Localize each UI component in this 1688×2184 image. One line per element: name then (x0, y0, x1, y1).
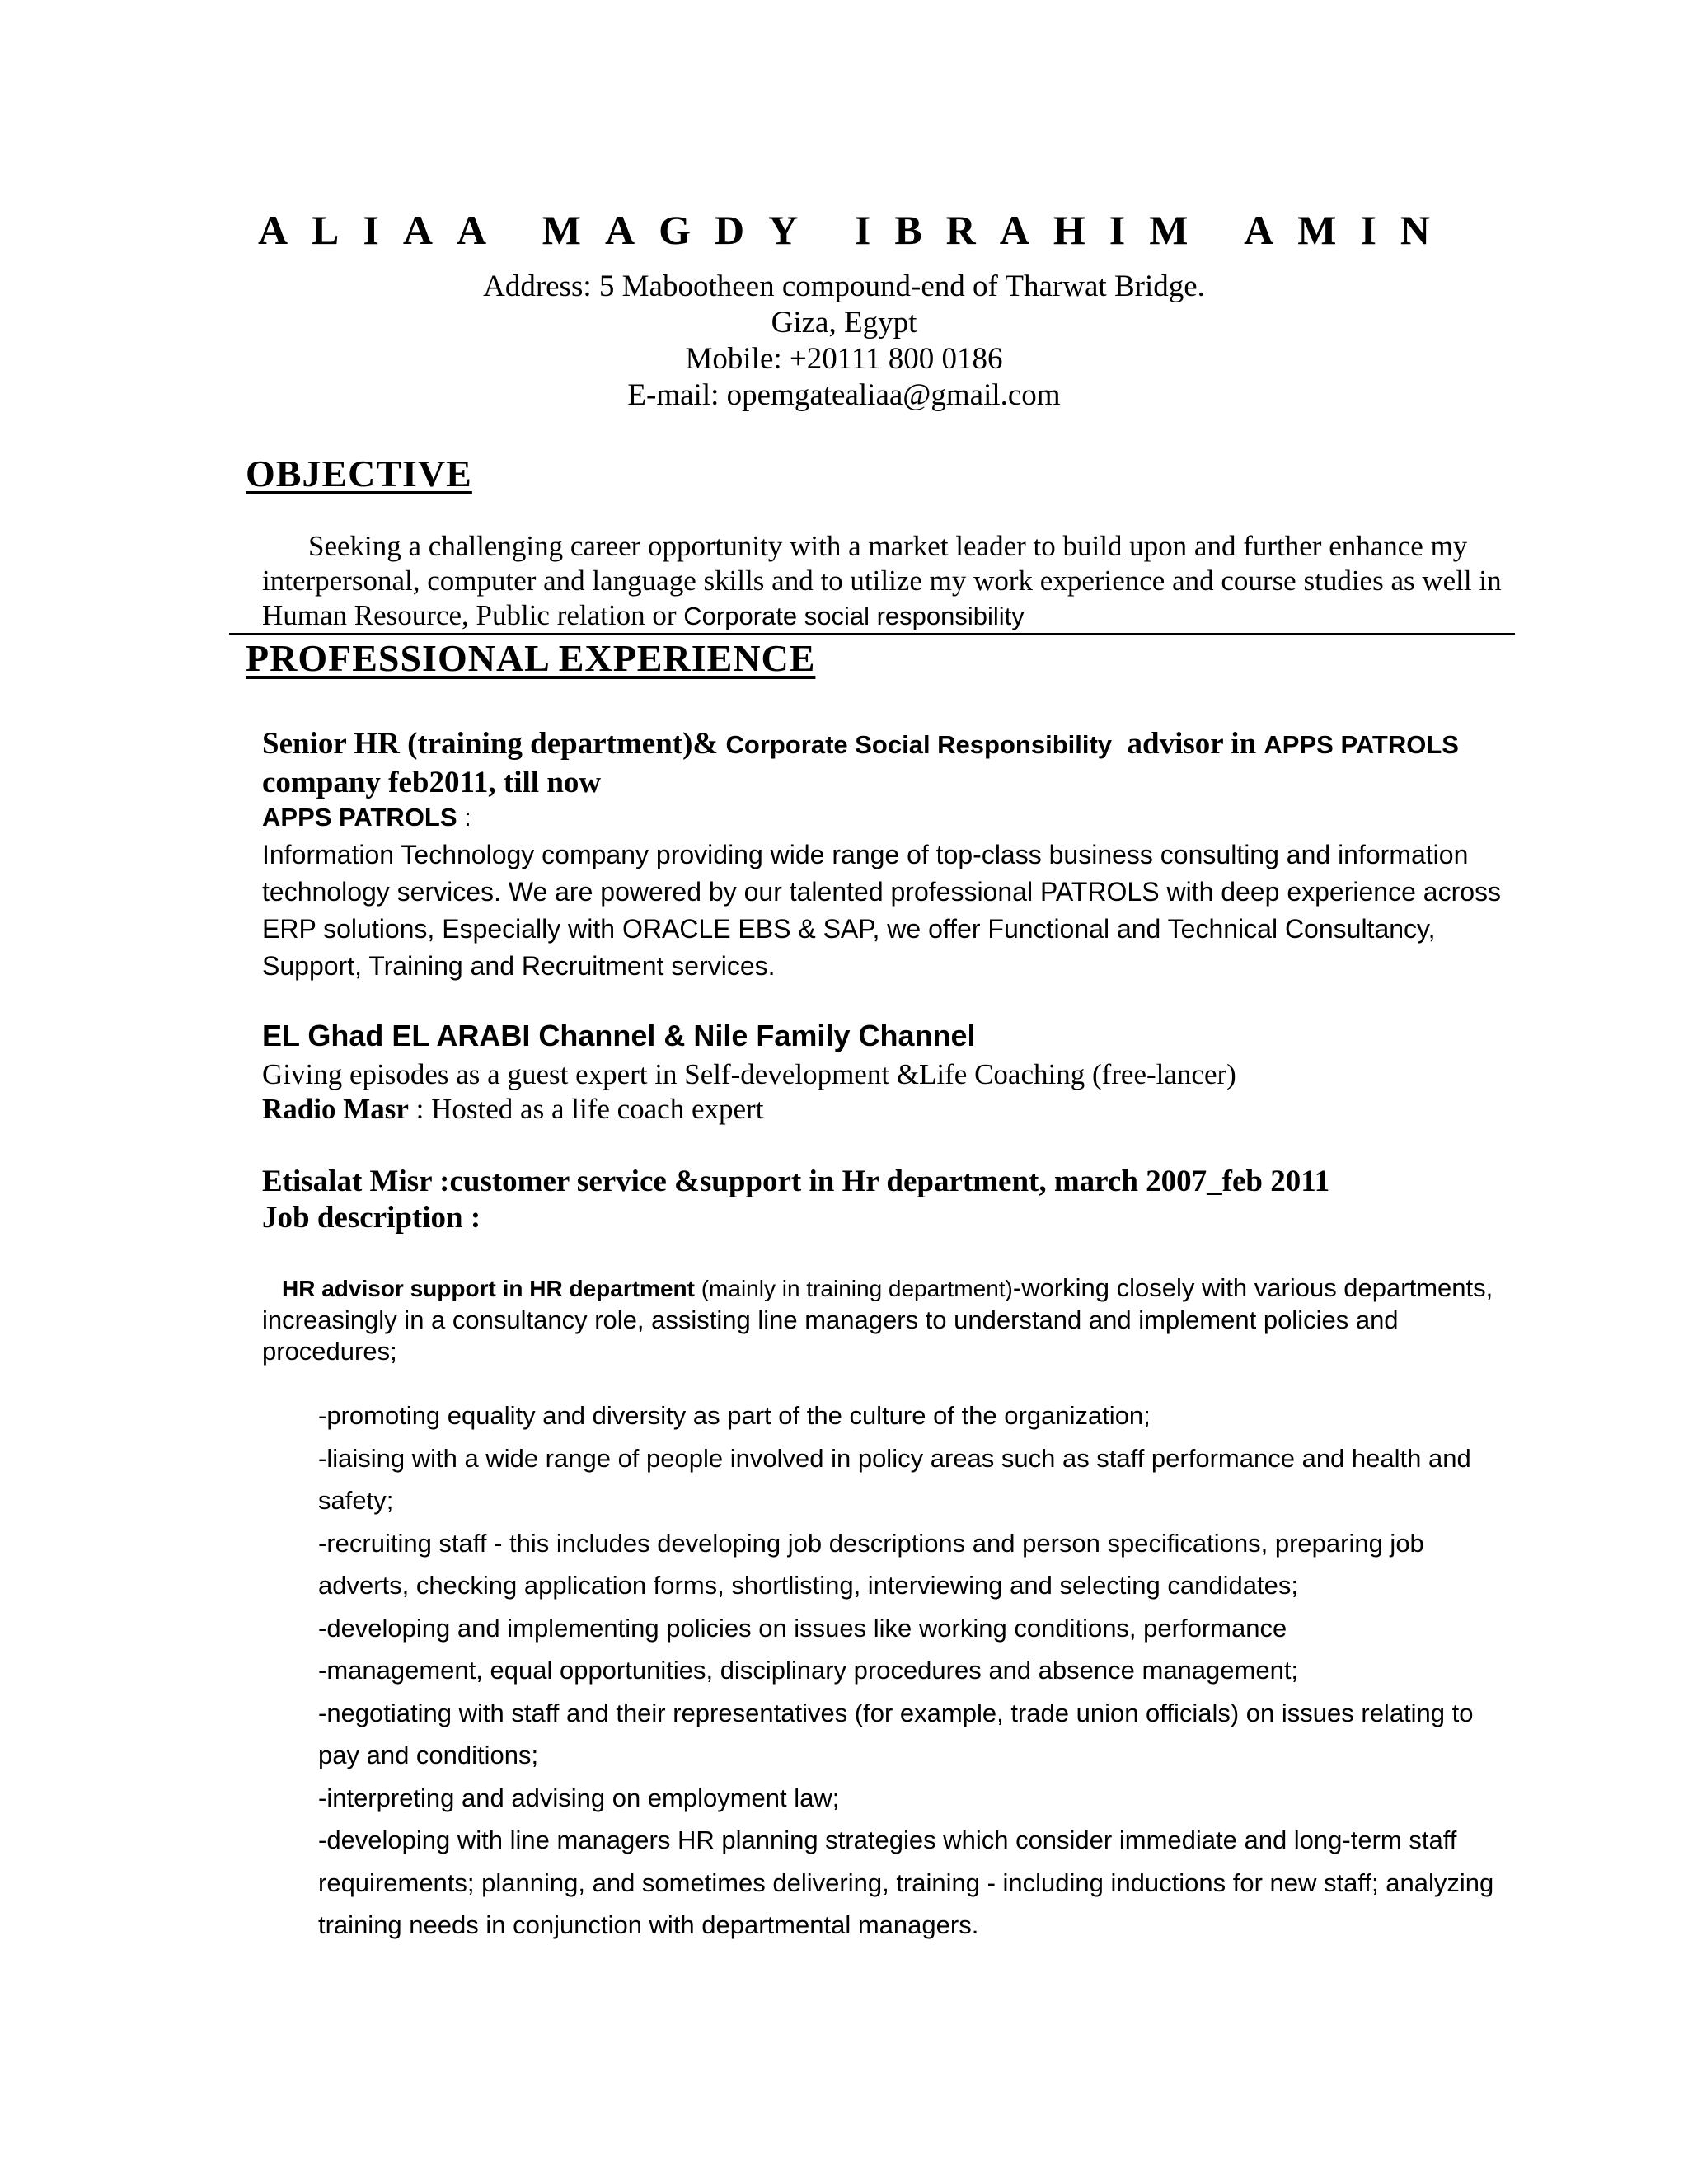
hr-lead-bold: HR advisor support in HR department (282, 1276, 695, 1301)
objective-text (262, 529, 1515, 634)
address-line-2: Giza, Egypt (771, 306, 917, 340)
radio-description: : Hosted as a life coach expert (408, 1093, 764, 1125)
list-item: -interpreting and advising on employment law; (318, 1783, 840, 1812)
list-item: -promoting equality and diversity as part of the culture of the organization; (318, 1401, 1151, 1430)
job1-title-part1: Senior HR (training department)& (262, 727, 726, 761)
list-item: -management, equal opportunities, disciplinary procedures and absence management; (318, 1656, 1299, 1685)
etisalat-title (262, 1164, 1548, 1236)
etisalat-title-text: Etisalat Misr :customer service &support in Hr department, march 2007_feb 2011 (262, 1165, 1330, 1198)
list-item: -liaising with a wide range of people involved in policy areas such as staff performance and health and safety; (318, 1443, 1471, 1515)
objective-text-serif: Seeking a challenging career opportunity with a market leader to build upon and further enhance my interpersonal, computer and language skills and to utilize my work experience and course studies as well in Human Resource, Public relation or (262, 530, 1502, 631)
hr-lead-rest: -working closely with various departments, increasingly in a consultancy role, assisting line managers to understand and implement policies and procedures; (262, 1273, 1493, 1366)
job1-title-part5: company feb2011, till now (262, 766, 602, 799)
company-label-colon: : (457, 803, 471, 832)
hr-lead-small: (mainly in training department) (694, 1276, 1013, 1301)
company-label-text: APPS PATROLS (262, 803, 457, 832)
job1-title-part4: APPS PATROLS (1264, 730, 1459, 759)
radio-line (262, 1093, 763, 1126)
company-description: Information Technology company providing wide range of top-class business consulting and information technology services. We are powered by our talented professional PATROLS with deep experience across ERP solutions, Especially with ORACLE EBS & SAP, we offer Functional and Technical Consultancy, Support, Training and Recruitment services. (262, 840, 1502, 981)
list-item: -developing and implementing policies on issues like working conditions, performance (318, 1613, 1287, 1643)
contact-block (0, 269, 1688, 414)
duties-list (318, 1394, 1505, 1947)
address-line-1: Address: 5 Mabootheen compound-end of Tharwat Bridge. (483, 269, 1205, 303)
hr-advisor-paragraph (262, 1272, 1515, 1367)
job-description-label: Job description : (262, 1201, 481, 1235)
company-label (262, 803, 471, 832)
experience-heading: PROFESSIONAL EXPERIENCE (246, 637, 816, 679)
list-item: -recruiting staff - this includes developing job descriptions and person specifications, preparing job adverts, checking application forms, shortlisting, interviewing and selecting candidates; (318, 1528, 1424, 1600)
list-item: -negotiating with staff and their representatives (for example, trade union officials) on issues relating to pay and conditions; (318, 1698, 1474, 1769)
objective-text-sans: Corporate social responsibility (683, 602, 1025, 630)
section-divider (229, 633, 1515, 635)
email-line: E-mail: opemgatealiaa@gmail.com (627, 378, 1061, 412)
channels-description: Giving episodes as a guest expert in Self-development &Life Coaching (free-lancer) (262, 1058, 1236, 1090)
list-item: -developing with line managers HR planning strategies which consider immediate and long-term staff requirements; planning, and sometimes delivering, training - including inductions for new staff; analyzing training needs in conjunction with departmental managers. (318, 1825, 1494, 1939)
mobile-line: Mobile: +20111 800 0186 (685, 342, 1003, 376)
job1-title-part2: Corporate Social Responsibility (725, 730, 1113, 759)
job1-title (262, 725, 1515, 802)
objective-heading: OBJECTIVE (246, 452, 472, 494)
channels-title: EL Ghad EL ARABI Channel & Nile Family Channel (262, 1019, 976, 1052)
radio-label: Radio Masr (262, 1093, 409, 1125)
job1-title-part3: advisor in (1112, 727, 1264, 761)
candidate-name: ALIAA MAGDY IBRAHIM AMIN (257, 207, 1455, 253)
